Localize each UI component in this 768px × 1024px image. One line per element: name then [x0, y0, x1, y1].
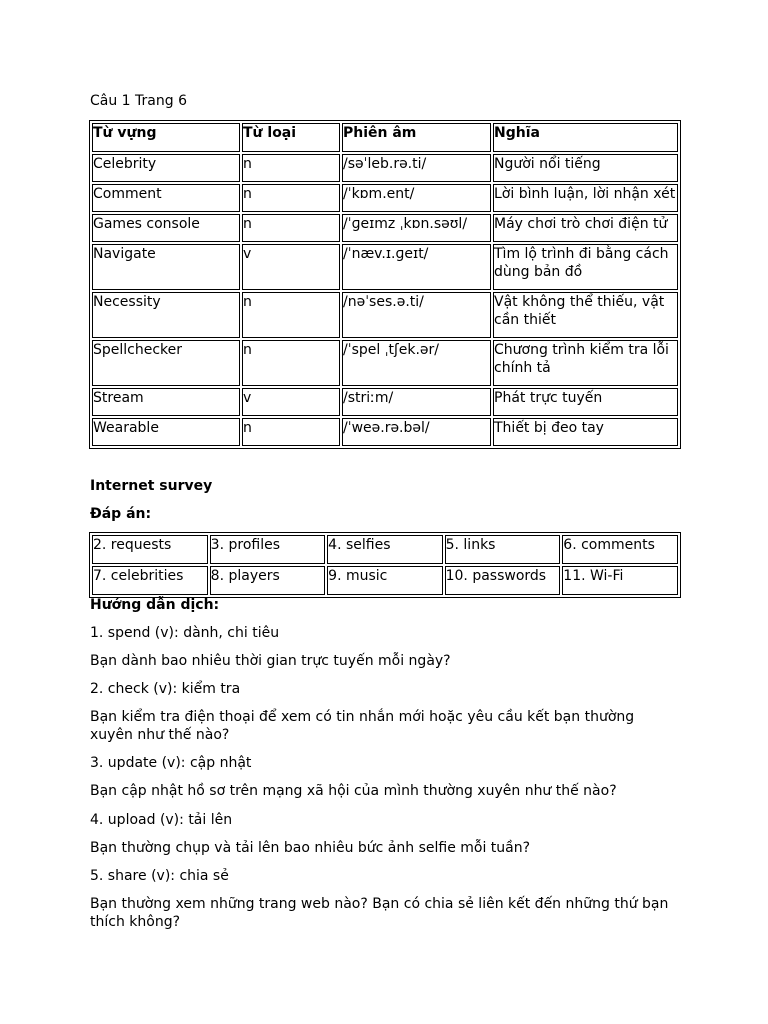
survey-title: Internet survey — [90, 478, 213, 494]
meaning-cell: Vật không thể thiếu, vật cần thiết — [493, 292, 678, 338]
meaning-cell: Phát trực tuyến — [493, 388, 678, 416]
table-row — [92, 154, 678, 182]
table-row — [92, 214, 678, 242]
pron-cell: /striːm/ — [342, 388, 491, 416]
guide-sentence-4: Bạn thường chụp và tải lên bao nhiêu bức ảnh selfie mỗi tuần? — [90, 840, 531, 856]
guide-vocab-2: 2. check (v): kiểm tra — [90, 681, 241, 697]
guide-title: Hướng dẫn dịch: — [90, 597, 220, 613]
word-cell: Navigate — [92, 244, 240, 290]
type-cell: n — [242, 214, 340, 242]
answer-cell: 2. requests — [92, 535, 208, 564]
header-pronunciation: Phiên âm — [342, 123, 491, 152]
table-row — [92, 292, 678, 338]
answer-cell: 5. links — [445, 535, 561, 564]
answer-cell: 3. profiles — [210, 535, 326, 564]
meaning-cell: Máy chơi trò chơi điện tử — [493, 214, 678, 242]
table-header-row — [92, 123, 678, 152]
guide-vocab-4: 4. upload (v): tải lên — [90, 812, 233, 828]
word-cell: Comment — [92, 184, 240, 212]
meaning-cell: Tìm lộ trình đi bằng cách dùng bản đồ — [493, 244, 678, 290]
type-cell: v — [242, 388, 340, 416]
table-row — [92, 340, 678, 386]
answer-cell: 10. passwords — [445, 566, 561, 595]
guide-sentence-3: Bạn cập nhật hồ sơ trên mạng xã hội của mình thường xuyên như thế nào? — [90, 783, 617, 799]
pron-cell: /ˈkɒm.ent/ — [342, 184, 491, 212]
table-row — [92, 244, 678, 290]
section-heading: Câu 1 Trang 6 — [90, 93, 187, 109]
pron-cell: /nəˈses.ə.ti/ — [342, 292, 491, 338]
guide-vocab-1: 1. spend (v): dành, chi tiêu — [90, 625, 280, 641]
answer-table — [89, 532, 681, 598]
type-cell: n — [242, 340, 340, 386]
table-row — [92, 184, 678, 212]
meaning-cell: Người nổi tiếng — [493, 154, 678, 182]
type-cell: n — [242, 154, 340, 182]
meaning-cell: Lời bình luận, lời nhận xét — [493, 184, 678, 212]
pron-cell: /səˈleb.rə.ti/ — [342, 154, 491, 182]
type-cell: n — [242, 292, 340, 338]
meaning-cell: Thiết bị đeo tay — [493, 418, 678, 446]
answer-label: Đáp án: — [90, 506, 152, 522]
word-cell: Stream — [92, 388, 240, 416]
guide-vocab-5: 5. share (v): chia sẻ — [90, 868, 229, 884]
vocab-table — [89, 120, 681, 449]
pron-cell: /ˈweə.rə.bəl/ — [342, 418, 491, 446]
word-cell: Wearable — [92, 418, 240, 446]
word-cell: Spellchecker — [92, 340, 240, 386]
word-cell: Celebrity — [92, 154, 240, 182]
guide-sentence-1: Bạn dành bao nhiêu thời gian trực tuyến mỗi ngày? — [90, 653, 451, 669]
answer-cell: 9. music — [327, 566, 442, 595]
pron-cell: /ˈɡeɪmz ˌkɒn.səʊl/ — [342, 214, 491, 242]
answer-cell: 8. players — [210, 566, 326, 595]
pron-cell: /ˈspel ˌtʃek.ər/ — [342, 340, 491, 386]
guide-vocab-3: 3. update (v): cập nhật — [90, 755, 252, 771]
answer-cell: 4. selfies — [327, 535, 442, 564]
header-word-type: Từ loại — [242, 123, 340, 152]
word-cell: Necessity — [92, 292, 240, 338]
answer-cell: 11. Wi-Fi — [562, 566, 678, 595]
type-cell: v — [242, 244, 340, 290]
table-row — [92, 535, 678, 564]
pron-cell: /ˈnæv.ɪ.ɡeɪt/ — [342, 244, 491, 290]
type-cell: n — [242, 184, 340, 212]
meaning-cell: Chương trình kiểm tra lỗi chính tả — [493, 340, 678, 386]
guide-sentence-5: Bạn thường xem những trang web nào? Bạn có chia sẻ liên kết đến những thứ bạn thích không? — [90, 896, 669, 930]
header-word: Từ vựng — [92, 123, 240, 152]
table-row — [92, 566, 678, 595]
word-cell: Games console — [92, 214, 240, 242]
type-cell: n — [242, 418, 340, 446]
answer-cell: 6. comments — [562, 535, 678, 564]
answer-cell: 7. celebrities — [92, 566, 208, 595]
table-row — [92, 388, 678, 416]
guide-sentence-2: Bạn kiểm tra điện thoại để xem có tin nhắn mới hoặc yêu cầu kết bạn thường xuyên như thế nào? — [90, 709, 635, 743]
header-meaning: Nghĩa — [493, 123, 678, 152]
table-row — [92, 418, 678, 446]
